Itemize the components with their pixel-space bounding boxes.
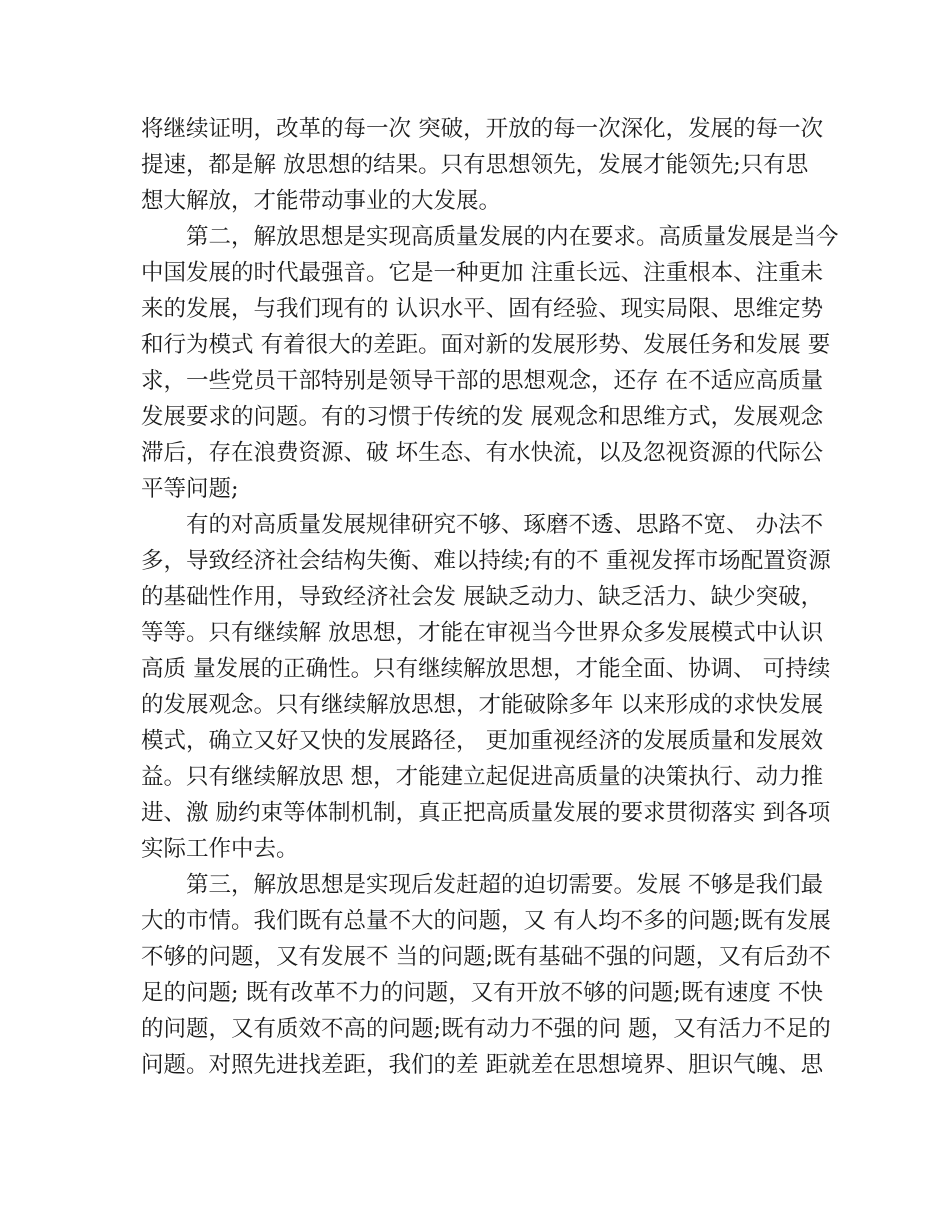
- text-line: 大的市情。我们既有总量不大的问题，又 有人均不多的问题;既有发展: [141, 908, 831, 934]
- text-line: 求，一些党员干部特别是领导干部的思想观念，还存 在不适应高质量: [141, 368, 824, 394]
- text-line: 平等问题;: [141, 476, 239, 502]
- text-line: 不够的问题，又有发展不 当的问题;既有基础不强的问题，又有后劲不: [141, 944, 831, 970]
- text-line: 将继续证明，改革的每一次 突破，开放的每一次深化，发展的每一次: [141, 116, 824, 142]
- text-line: 足的问题; 既有改革不力的问题，又有开放不够的问题;既有速度 不快: [141, 980, 823, 1006]
- text-line: 想大解放，才能带动事业的大发展。: [141, 188, 502, 214]
- text-line: 滞后，存在浪费资源、破 坏生态、有水快流，以及忽视资源的代际公: [141, 440, 824, 466]
- text-line: 问题。对照先进找差距，我们的差 距就差在思想境界、胆识气魄、思: [141, 1052, 824, 1078]
- text-line: 的发展观念。只有继续解放思想，才能破除多年 以来形成的求快发展: [141, 692, 824, 718]
- text-line: 多，导致经济社会结构失衡、难以持续;有的不 重视发挥市场配置资源: [141, 548, 831, 574]
- body-text: [141, 111, 839, 1083]
- text-line: 益。只有继续解放思 想，才能建立起促进高质量的决策执行、动力推: [141, 764, 824, 790]
- text-line: 中国发展的时代最强音。它是一种更加 注重长远、注重根本、注重未: [141, 260, 824, 286]
- text-line: 进、激 励约束等体制机制，真正把高质量发展的要求贯彻落实 到各项: [141, 800, 831, 826]
- text-line: 高质 量发展的正确性。只有继续解放思想，才能全面、协调、 可持续: [141, 656, 831, 682]
- text-line: 实际工作中去。: [141, 836, 299, 862]
- text-line: 来的发展，与我们现有的 认识水平、固有经验、现实局限、思维定势: [141, 296, 824, 322]
- text-line: 第二，解放思想是实现高质量发展的内在要求。高质量发展是当今: [186, 224, 839, 250]
- text-line: 提速，都是解 放思想的结果。只有思想领先，发展才能领先;只有思: [141, 152, 809, 178]
- text-line: 第三，解放思想是实现后发赶超的迫切需要。发展 不够是我们最: [186, 872, 824, 898]
- text-line: 等等。只有继续解 放思想，才能在审视当今世界众多发展模式中认识: [141, 620, 824, 646]
- text-line: 和行为模式 有着很大的差距。面对新的发展形势、发展任务和发展 要: [141, 332, 831, 358]
- text-line: 的基础性作用，导致经济社会发 展缺乏动力、缺乏活力、缺少突破，: [141, 584, 824, 610]
- text-line: 有的对高质量发展规律研究不够、琢磨不透、思路不宽、 办法不: [186, 512, 824, 538]
- text-line: 的问题，又有质效不高的问题;既有动力不强的问 题，又有活力不足的: [141, 1016, 831, 1042]
- text-line: 模式，确立又好又快的发展路径， 更加重视经济的发展质量和发展效: [141, 728, 824, 754]
- text-line: 发展要求的问题。有的习惯于传统的发 展观念和思维方式，发展观念: [141, 404, 824, 430]
